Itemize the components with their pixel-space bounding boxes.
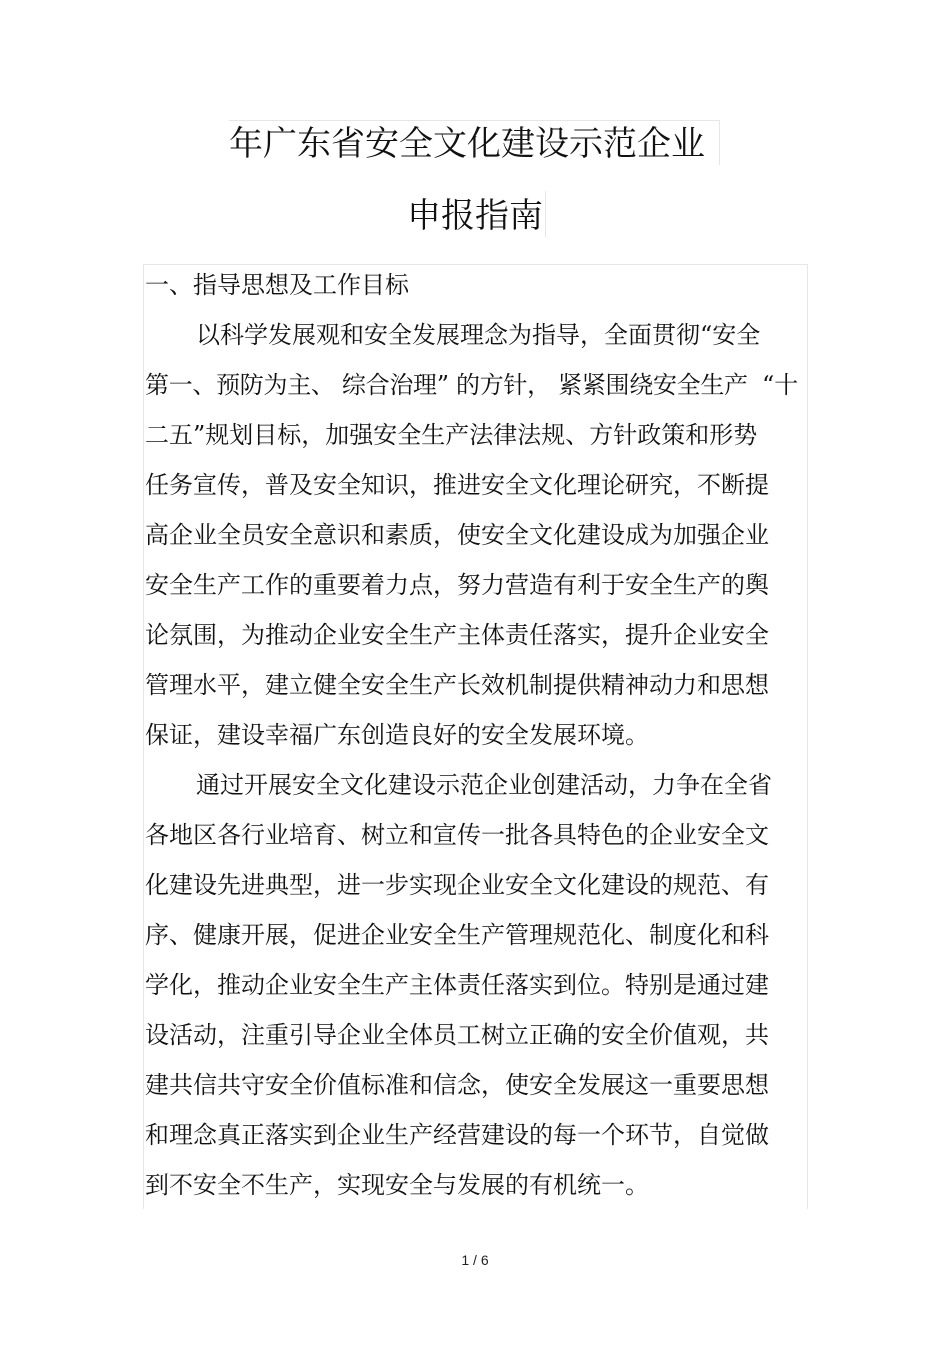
paragraph-line: 设活动，注重引导企业全体员工树立正确的安全价值观，共 bbox=[145, 1021, 769, 1049]
paragraph-line: 学化，推动企业安全生产主体责任落实到位。特别是通过建 bbox=[145, 971, 769, 999]
paragraph-line: 保证，建设幸福广东创造良好的安全发展环境。 bbox=[145, 721, 649, 749]
paragraph-line: 以科学发展观和安全发展理念为指导，全面贯彻“安全 bbox=[196, 321, 761, 349]
paragraph-line: 各地区各行业培育、树立和宣传一批各具特色的企业安全文 bbox=[145, 821, 769, 849]
paragraph-line: 二五”规划目标，加强安全生产法律法规、方针政策和形势 bbox=[145, 421, 758, 449]
paragraph-line: 通过开展安全文化建设示范企业创建活动，力争在全省 bbox=[196, 771, 772, 799]
paragraph-line: 和理念真正落实到企业生产经营建设的每一个环节，自觉做 bbox=[145, 1121, 769, 1149]
paragraph-line: 第一、预防为主、 综合治理” 的方针， 紧紧围绕安全生产 bbox=[145, 371, 748, 399]
document-title: 年广东省安全文化建设示范企业 bbox=[229, 124, 705, 164]
paragraph-line: 建共信共守安全价值标准和信念，使安全发展这一重要思想 bbox=[145, 1071, 769, 1099]
paragraph-line: 到不安全不生产，实现安全与发展的有机统一。 bbox=[145, 1171, 649, 1199]
paragraph-line: 高企业全员安全意识和素质，使安全文化建设成为加强企业 bbox=[145, 521, 769, 549]
paragraph-line: 管理水平，建立健全安全生产长效机制提供精神动力和思想 bbox=[145, 671, 769, 699]
paragraph-line: 化建设先进典型，进一步实现企业安全文化建设的规范、有 bbox=[145, 871, 769, 899]
document-subtitle: 申报指南 bbox=[407, 196, 543, 236]
paragraph-line: 任务宣传，普及安全知识，推进安全文化理论研究，不断提 bbox=[145, 471, 769, 499]
paragraph-line: 论氛围，为推动企业安全生产主体责任落实，提升企业安全 bbox=[145, 621, 769, 649]
paragraph-line-fragment: “十 bbox=[762, 371, 799, 399]
paragraph-line: 序、健康开展，促进企业安全生产管理规范化、制度化和科 bbox=[145, 921, 769, 949]
section-heading: 一、指导思想及工作目标 bbox=[145, 271, 409, 299]
page-number: 1 / 6 bbox=[461, 1252, 489, 1268]
paragraph-line: 安全生产工作的重要着力点，努力营造有利于安全生产的舆 bbox=[145, 571, 769, 599]
